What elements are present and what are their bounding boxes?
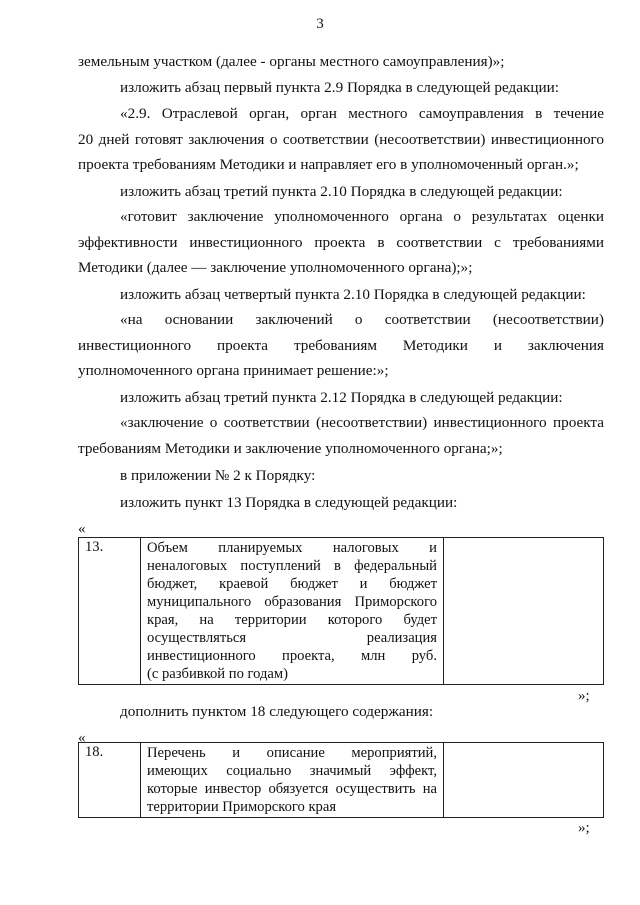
text-line: изложить пункт 13 Порядка в следующей редакции: [120, 494, 458, 511]
text-line: эффективности инвестиционного проекта в соответствии с требованиями [78, 234, 604, 251]
description-line: которые инвестор обязуется осуществить на [147, 781, 437, 797]
item-description [141, 538, 444, 685]
text-line: требованиям Методики и заключение уполномоченного органа;»; [78, 440, 503, 457]
table-row [79, 743, 604, 818]
description-line: (с разбивкой по годам) [147, 666, 289, 682]
text-line: изложить абзац третий пункта 2.12 Порядка в следующей редакции: [120, 389, 563, 406]
description-line: инвестиционного проекта, млн руб. [147, 648, 437, 664]
text-line: в приложении № 2 к Порядку: [120, 467, 316, 484]
description-line: осуществляться реализация [147, 630, 437, 646]
text-line: земельным участком (далее - органы местного самоуправления)»; [78, 53, 505, 70]
description-line: имеющих социально значимый эффект, [147, 763, 437, 779]
description-line: Объем планируемых налоговых и [147, 540, 437, 556]
text-line: «заключение о соответствии (несоответствии) инвестиционного проекта [120, 414, 604, 431]
text-line: проекта требованиям Методики и направляет его в уполномоченный орган.»; [78, 156, 579, 173]
item-value-cell [444, 743, 604, 818]
text-line: «2.9. Отраслевой орган, орган местного самоуправления в течение [120, 105, 604, 122]
closing-quote-13: »; [578, 688, 590, 704]
item-description [141, 743, 444, 818]
add-item-instruction: дополнить пунктом 18 следующего содержания: [120, 703, 434, 720]
item-number: 13. [79, 538, 141, 685]
text-line: изложить абзац третий пункта 2.10 Порядка в следующей редакции: [120, 183, 563, 200]
description-line: муниципального образования Приморского [147, 594, 437, 610]
table-row [79, 538, 604, 685]
table-item-13 [78, 537, 604, 685]
description-line: Перечень и описание мероприятий, [147, 745, 437, 761]
text-line: инвестиционного проекта требованиям Методики и заключения [78, 337, 604, 354]
text-line: 20 дней готовят заключения о соответствии (несоответствии) инвестиционного [78, 131, 604, 148]
page-number: 3 [316, 16, 324, 32]
description-line: бюджет, краевой бюджет и бюджет [147, 576, 437, 592]
item-value-cell [444, 538, 604, 685]
text-line: уполномоченного органа принимает решение:»; [78, 362, 389, 379]
text-line: «на основании заключений о соответствии (несоответствии) [120, 311, 604, 328]
description-line: края, на территории которого будет [147, 612, 437, 628]
text-line: Методики (далее — заключение уполномоченного органа);»; [78, 259, 473, 276]
opening-quote-13: « [78, 521, 86, 537]
item-number: 18. [79, 743, 141, 818]
text-line: «готовит заключение уполномоченного органа о результатах оценки [120, 208, 604, 225]
text-line: изложить абзац четвертый пункта 2.10 Порядка в следующей редакции: [120, 286, 586, 303]
table-item-18 [78, 742, 604, 818]
text-line: изложить абзац первый пункта 2.9 Порядка в следующей редакции: [120, 79, 559, 96]
opening-quote-18: « [78, 730, 86, 746]
description-line: неналоговых поступлений в федеральный [147, 558, 437, 574]
closing-quote-18: »; [578, 820, 590, 836]
description-line: территории Приморского края [147, 799, 337, 815]
